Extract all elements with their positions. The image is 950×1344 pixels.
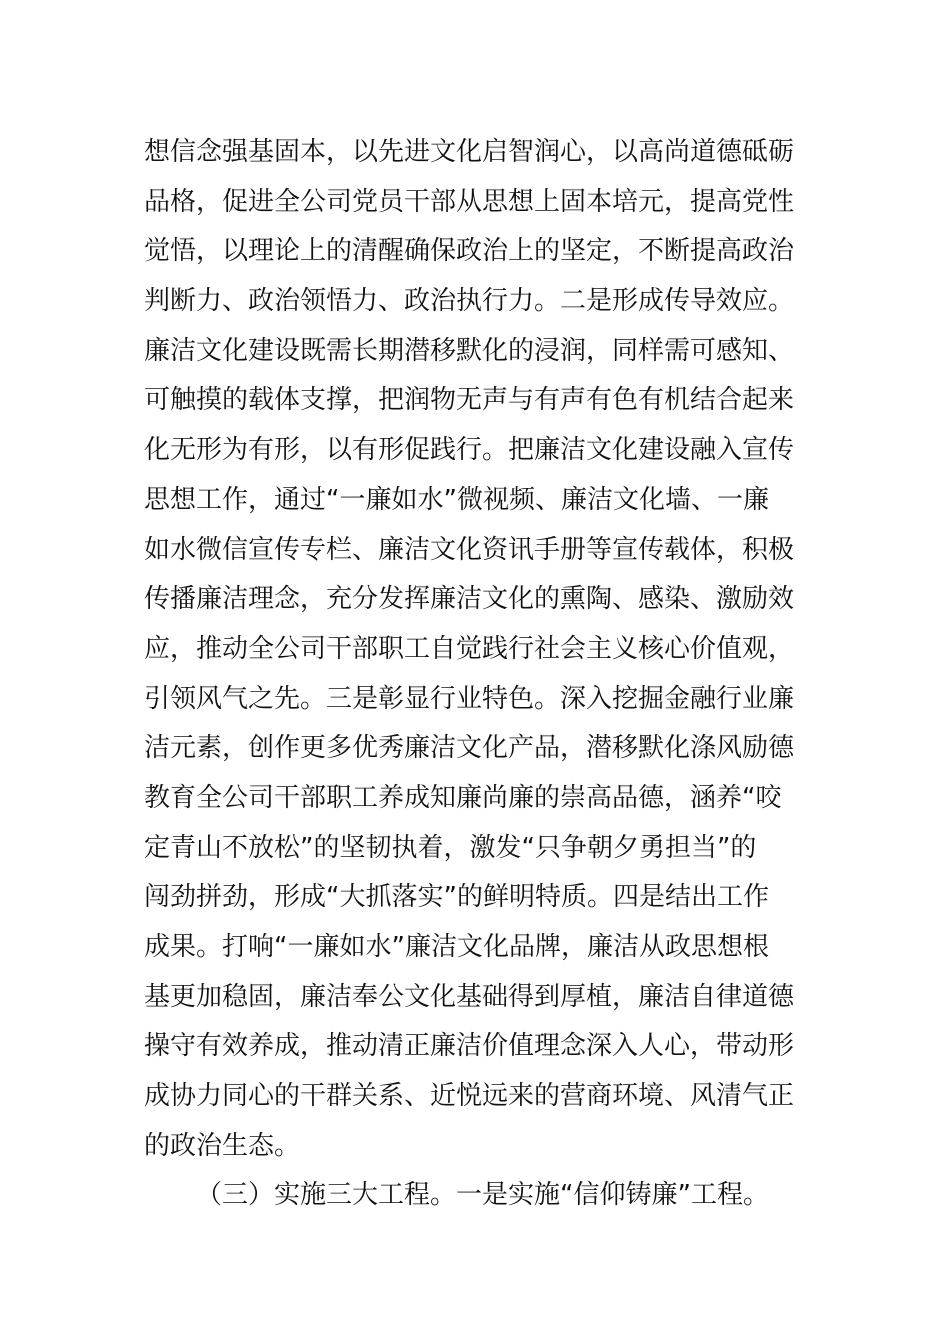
text-line: 闯劲拼劲，形成“大抓落实”的鲜明特质。四是结出工作 (144, 882, 769, 913)
text-line: 可触摸的载体支撑，把润物无声与有声有色有机结合起来 (144, 385, 795, 416)
text-line: 如水微信宣传专栏、廉洁文化资讯手册等宣传载体，积极 (144, 534, 795, 565)
text-line: 洁元素，创作更多优秀廉洁文化产品，潜移默化涤风励德 (144, 733, 795, 764)
text-line: 思想工作，通过“一廉如水”微视频、廉洁文化墙、一廉 (144, 484, 769, 515)
text-line: 操守有效养成，推动清正廉洁价值理念深入人心，带动形 (144, 1031, 795, 1062)
text-line: 教育全公司干部职工养成知廉尚廉的崇高品德，涵养“咬 (144, 782, 782, 813)
text-line: 引领风气之先。三是彰显行业特色。深入挖掘金融行业廉 (144, 683, 795, 714)
text-line: 想信念强基固本，以先进文化启智润心，以高尚道德砥砺 (144, 137, 795, 167)
text-line: 化无形为有形，以有形促践行。把廉洁文化建设融入宣传 (144, 435, 795, 466)
text-line: 定青山不放松”的坚韧执着，激发“只争朝夕勇担当”的 (144, 832, 757, 863)
text-line: 传播廉洁理念，充分发挥廉洁文化的熏陶、感染、激励效 (144, 584, 795, 615)
text-line: 基更加稳固，廉洁奉公文化基础得到厚植，廉洁自律道德 (144, 981, 795, 1012)
text-line: 判断力、政治领悟力、政治执行力。二是形成传导效应。 (144, 286, 795, 317)
text-line: 成果。打响“一廉如水”廉洁文化品牌，廉洁从政思想根 (144, 932, 769, 962)
text-line: 成协力同心的干群关系、近悦远来的营商环境、风清气正 (144, 1081, 795, 1112)
text-line: 的政治生态。 (144, 1130, 301, 1161)
body-text (144, 128, 808, 1221)
text-line: 品格，促进全公司党员干部从思想上固本培元，提高党性 (144, 186, 795, 217)
section-heading-line: （三）实施三大工程。一是实施“信仰铸廉”工程。 (196, 1180, 769, 1211)
text-line: 廉洁文化建设既需长期潜移默化的浸润，同样需可感知、 (144, 335, 795, 366)
text-line: 应，推动全公司干部职工自觉践行社会主义核心价值观， (144, 633, 795, 664)
text-line: 觉悟，以理论上的清醒确保政治上的坚定，不断提高政治 (144, 236, 795, 267)
